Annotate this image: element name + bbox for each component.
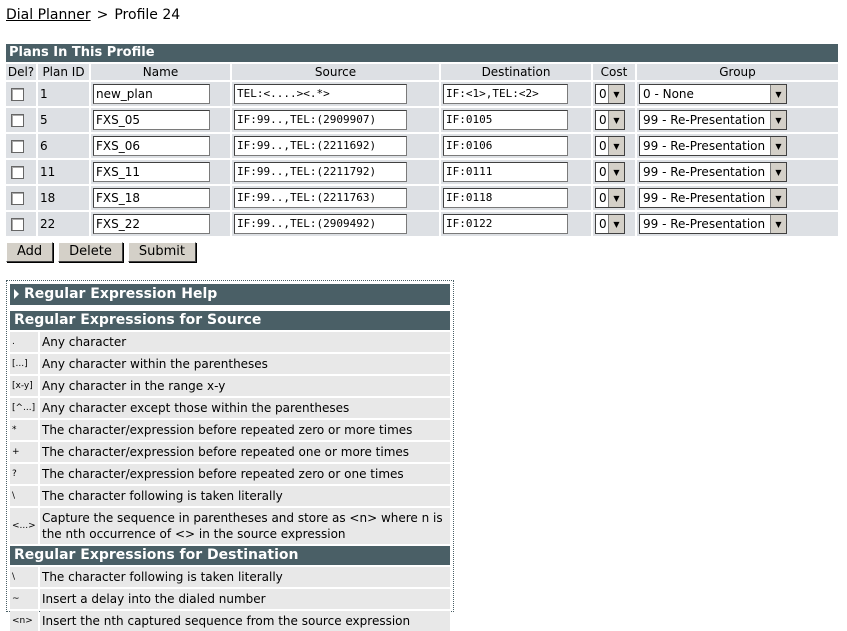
regex-token: <n> <box>10 611 38 631</box>
chevron-down-icon[interactable]: ▼ <box>770 137 786 155</box>
breadcrumb-dial-planner-link[interactable]: Dial Planner <box>6 7 91 23</box>
chevron-down-icon[interactable]: ▼ <box>770 189 786 207</box>
destination-regex-title: Regular Expressions for Destination <box>10 546 450 565</box>
source-input[interactable]: IF:99..,TEL:(2211763) <box>234 188 407 208</box>
table-row <box>6 160 838 184</box>
cost-select[interactable] <box>595 162 625 182</box>
name-input[interactable]: new_plan <box>93 84 210 104</box>
del-cell <box>6 108 36 132</box>
chevron-down-icon[interactable]: ▼ <box>770 85 786 103</box>
group-select[interactable] <box>639 188 787 208</box>
group-cell <box>637 212 838 236</box>
source-cell <box>232 212 439 236</box>
group-value: 99 - Re-Presentation <box>643 165 766 179</box>
action-buttons <box>6 242 196 262</box>
name-cell <box>91 160 230 184</box>
cost-select[interactable] <box>595 188 625 208</box>
destination-input[interactable]: IF:<1>,TEL:<2> <box>443 84 568 104</box>
chevron-down-icon[interactable]: ▼ <box>608 85 624 103</box>
regex-help-panel <box>6 280 454 628</box>
table-row <box>6 212 838 236</box>
regex-item <box>10 567 450 587</box>
cost-value: 0 <box>599 217 607 231</box>
plans-panel <box>6 44 838 238</box>
regex-description: The character/expression before repeated zero or one times <box>40 464 450 484</box>
table-row <box>6 134 838 158</box>
regex-item <box>10 589 450 609</box>
delete-checkbox[interactable] <box>11 166 24 179</box>
cost-value: 0 <box>599 139 607 153</box>
group-cell <box>637 108 838 132</box>
source-cell <box>232 134 439 158</box>
destination-input[interactable]: IF:0106 <box>443 136 568 156</box>
regex-description: Any character in the range x-y <box>40 376 450 396</box>
chevron-down-icon[interactable]: ▼ <box>608 137 624 155</box>
name-input[interactable]: FXS_06 <box>93 136 210 156</box>
regex-help-header[interactable] <box>10 284 450 305</box>
group-select[interactable] <box>639 214 787 234</box>
group-select[interactable] <box>639 110 787 130</box>
group-select[interactable] <box>639 136 787 156</box>
source-regex-title: Regular Expressions for Source <box>10 311 450 330</box>
col-header-destination: Destination <box>441 64 591 80</box>
delete-checkbox[interactable] <box>11 114 24 127</box>
chevron-down-icon[interactable]: ▼ <box>770 163 786 181</box>
regex-description: Insert a delay into the dialed number <box>40 589 450 609</box>
del-cell <box>6 186 36 210</box>
name-input[interactable]: FXS_22 <box>93 214 210 234</box>
col-header-plan-id: Plan ID <box>38 64 89 80</box>
chevron-down-icon[interactable]: ▼ <box>608 189 624 207</box>
regex-item <box>10 354 450 374</box>
regex-description: Any character <box>40 332 450 352</box>
group-cell <box>637 186 838 210</box>
plan-id: 5 <box>38 108 89 132</box>
table-row <box>6 108 838 132</box>
del-cell <box>6 134 36 158</box>
regex-token: [x-y] <box>10 376 38 396</box>
regex-description: The character following is taken literally <box>40 567 450 587</box>
chevron-down-icon[interactable]: ▼ <box>770 111 786 129</box>
cost-cell <box>593 82 635 106</box>
source-cell <box>232 186 439 210</box>
del-cell <box>6 160 36 184</box>
regex-token: * <box>10 420 38 440</box>
del-cell <box>6 212 36 236</box>
table-row <box>6 82 838 106</box>
chevron-down-icon[interactable]: ▼ <box>608 111 624 129</box>
cost-value: 0 <box>599 191 607 205</box>
regex-item <box>10 464 450 484</box>
page-title: Profile 24 <box>114 7 181 23</box>
regex-token: \ <box>10 567 38 587</box>
cost-cell <box>593 108 635 132</box>
regex-description: Capture the sequence in parentheses and store as <n> where n is the nth occurrence of <> in the source expression <box>40 508 450 544</box>
name-input[interactable]: FXS_18 <box>93 188 210 208</box>
destination-input[interactable]: IF:0122 <box>443 214 568 234</box>
destination-input[interactable]: IF:0105 <box>443 110 568 130</box>
destination-cell <box>441 160 591 184</box>
regex-item <box>10 420 450 440</box>
source-cell <box>232 82 439 106</box>
regex-description: The character following is taken literally <box>40 486 450 506</box>
regex-item <box>10 611 450 631</box>
plans-table <box>4 62 840 238</box>
cost-select[interactable] <box>595 214 625 234</box>
plans-panel-title: Plans In This Profile <box>6 44 838 62</box>
regex-description: Insert the nth captured sequence from the source expression <box>40 611 450 631</box>
plan-id: 6 <box>38 134 89 158</box>
col-header-del: Del? <box>7 65 35 79</box>
chevron-down-icon[interactable]: ▼ <box>770 215 786 233</box>
destination-cell <box>441 82 591 106</box>
cost-select[interactable] <box>595 136 625 156</box>
chevron-down-icon[interactable]: ▼ <box>608 215 624 233</box>
group-value: 99 - Re-Presentation <box>643 113 766 127</box>
source-input[interactable]: IF:99..,TEL:(2211792) <box>234 162 407 182</box>
regex-description: The character/expression before repeated one or more times <box>40 442 450 462</box>
regex-token: ? <box>10 464 38 484</box>
source-cell <box>232 160 439 184</box>
group-cell <box>637 160 838 184</box>
group-value: 99 - Re-Presentation <box>643 217 766 231</box>
regex-item <box>10 398 450 418</box>
plan-id: 22 <box>38 212 89 236</box>
cost-cell <box>593 134 635 158</box>
col-header-cost: Cost <box>593 64 635 80</box>
group-cell <box>637 82 838 106</box>
name-input[interactable]: FXS_05 <box>93 110 210 130</box>
regex-token: \ <box>10 486 38 506</box>
regex-help-title: Regular Expression Help <box>24 286 218 302</box>
group-select[interactable] <box>639 162 787 182</box>
col-header-source: Source <box>232 64 439 80</box>
regex-description: The character/expression before repeated zero or more times <box>40 420 450 440</box>
plan-id: 18 <box>38 186 89 210</box>
destination-cell <box>441 134 591 158</box>
plan-id: 1 <box>38 82 89 106</box>
group-select[interactable] <box>639 84 787 104</box>
regex-item <box>10 508 450 544</box>
delete-checkbox[interactable] <box>11 88 24 101</box>
regex-token: . <box>10 332 38 352</box>
destination-cell <box>441 186 591 210</box>
delete-checkbox[interactable] <box>11 192 24 205</box>
plan-id: 11 <box>38 160 89 184</box>
regex-description: Any character within the parentheses <box>40 354 450 374</box>
regex-description: Any character except those within the parentheses <box>40 398 450 418</box>
regex-item <box>10 486 450 506</box>
name-cell <box>91 108 230 132</box>
expand-triangle-icon <box>14 289 19 299</box>
add-button[interactable]: Add <box>6 242 53 262</box>
col-header-group: Group <box>637 64 838 80</box>
regex-item <box>10 442 450 462</box>
name-input[interactable]: FXS_11 <box>93 162 210 182</box>
table-row <box>6 186 838 210</box>
regex-item <box>10 376 450 396</box>
submit-button[interactable]: Submit <box>128 242 196 262</box>
col-header-name: Name <box>91 64 230 80</box>
del-cell <box>6 82 36 106</box>
cost-cell <box>593 186 635 210</box>
destination-cell <box>441 212 591 236</box>
group-value: 0 - None <box>643 87 694 101</box>
delete-checkbox[interactable] <box>11 140 24 153</box>
destination-cell <box>441 108 591 132</box>
source-input[interactable]: IF:99..,TEL:(2211692) <box>234 136 407 156</box>
cost-select[interactable] <box>595 84 625 104</box>
group-value: 99 - Re-Presentation <box>643 191 766 205</box>
source-input[interactable]: TEL:<....><.*> <box>234 84 407 104</box>
regex-token: + <box>10 442 38 462</box>
name-cell <box>91 134 230 158</box>
destination-input[interactable]: IF:0118 <box>443 188 568 208</box>
cost-select[interactable] <box>595 110 625 130</box>
group-cell <box>637 134 838 158</box>
destination-input[interactable]: IF:0111 <box>443 162 568 182</box>
breadcrumb <box>6 7 180 23</box>
breadcrumb-separator: > <box>96 7 109 23</box>
cost-cell <box>593 160 635 184</box>
regex-token: [^...] <box>10 398 38 418</box>
name-cell <box>91 186 230 210</box>
cost-value: 0 <box>599 165 607 179</box>
cost-cell <box>593 212 635 236</box>
group-value: 99 - Re-Presentation <box>643 139 766 153</box>
delete-button[interactable]: Delete <box>58 242 123 262</box>
delete-checkbox[interactable] <box>11 218 24 231</box>
name-cell <box>91 82 230 106</box>
source-input[interactable]: IF:99..,TEL:(2909492) <box>234 214 407 234</box>
cost-value: 0 <box>599 113 607 127</box>
source-cell <box>232 108 439 132</box>
name-cell <box>91 212 230 236</box>
source-input[interactable]: IF:99..,TEL:(2909907) <box>234 110 407 130</box>
regex-token: ~ <box>10 589 38 609</box>
chevron-down-icon[interactable]: ▼ <box>608 163 624 181</box>
cost-value: 0 <box>599 87 607 101</box>
regex-token: <...> <box>10 508 38 544</box>
regex-token: [...] <box>10 354 38 374</box>
regex-item <box>10 332 450 352</box>
